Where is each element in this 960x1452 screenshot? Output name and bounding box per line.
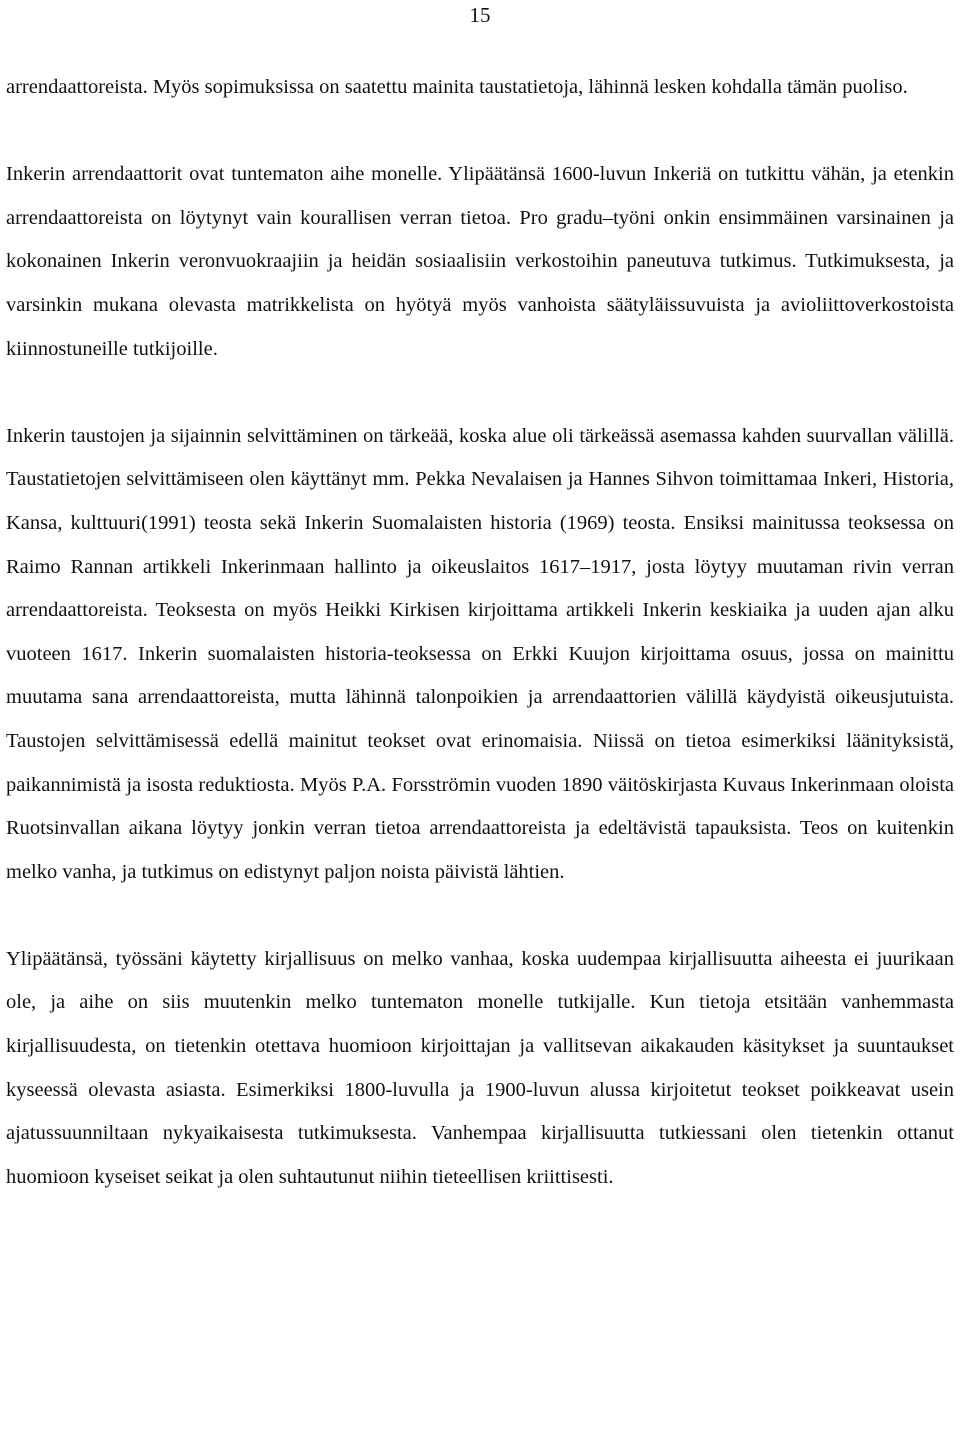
paragraph-1: arrendaattoreista. Myös sopimuksissa on saatettu mainita taustatietoja, lähinnä lesken kohdalla tämän puoliso. [6, 76, 908, 98]
paragraph-4: Ylipäätänsä, työssäni käytetty kirjallisuus on melko vanhaa, koska uudempaa kirjallisuutta aiheesta ei juurikaan ole, ja aihe on siis muutenkin melko tuntematon monelle tutkijalle. Kun tietoja etsitään vanhemmasta kirjallisuudesta, on tietenkin otettava huomioon kirjoittajan ja vallitsevan aikakauden käsitykset ja suuntaukset kyseessä olevasta asiasta. Esimerkiksi 1800-luvulla ja 1900-luvun alussa kirjoitetut teokset poikkeavat usein ajatussuunniltaan nykyaikaisesta tutkimuksesta. Vanhempaa kirjallisuutta tutkiessani olen tietenkin ottanut huomioon kyseiset seikat ja olen suhtautunut niihin tieteellisen kriittisesti. [6, 947, 954, 1188]
paragraph-gap [6, 110, 954, 154]
paragraph-gap [6, 371, 954, 415]
paragraph-2: Inkerin arrendaattorit ovat tuntematon aihe monelle. Ylipäätänsä 1600-luvun Inkeriä on tutkittu vähän, ja etenkin arrendaattoreista on löytynyt vain kourallisen verran tietoa. Pro gradu–työni onkin ensimmäinen varsinainen ja kokonainen Inkerin veronvuokraajiin ja heidän sosiaalisiin verkostoihin paneutuva tutkimus. Tutkimuksesta, ja varsinkin mukana olevasta matrikkelista on hyötyä myös vanhoista säätyläissuvuista ja avioliittoverkostoista kiinnostuneille tutkijoille. [6, 163, 954, 360]
document-body [6, 66, 954, 1199]
paragraph-3: Inkerin taustojen ja sijainnin selvittäminen on tärkeää, koska alue oli tärkeässä asemassa kahden suurvallan välillä. Taustatietojen selvittämiseen olen käyttänyt mm. Pekka Nevalaisen ja Hannes Sihvon toimittamaa Inkeri, Historia, Kansa, kulttuuri(1991) teosta sekä Inkerin Suomalaisten historia (1969) teosta. Ensiksi mainitussa teoksessa on Raimo Rannan artikkeli Inkerinmaan hallinto ja oikeuslaitos 1617–1917, josta löytyy muutaman rivin verran arrendaattoreista. Teoksesta on myös Heikki Kirkisen kirjoittama artikkeli Inkerin keskiaika ja uuden ajan alku vuoteen 1617. Inkerin suomalaisten historia-teoksessa on Erkki Kuujon kirjoittama osuus, jossa on mainittu muutama sana arrendaattoreista, mutta lähinnä talonpoikien ja arrendaattorien välillä käydyistä oikeusjutuista. Taustojen selvittämisessä edellä mainitut teokset ovat erinomaisia. Niissä on tietoa esimerkiksi läänityksistä, paikannimistä ja isosta reduktiosta. Myös P.A. Forsströmin vuoden 1890 väitöskirjasta Kuvaus Inkerinmaan oloista Ruotsinvallan aikana löytyy jonkin verran tietoa arrendaattoreista ja edeltävistä tapauksista. Teos on kuitenkin melko vanha, ja tutkimus on edistynyt paljon noista päivistä lähtien. [6, 424, 954, 883]
paragraph-gap [6, 894, 954, 938]
page-number: 15 [469, 3, 491, 27]
